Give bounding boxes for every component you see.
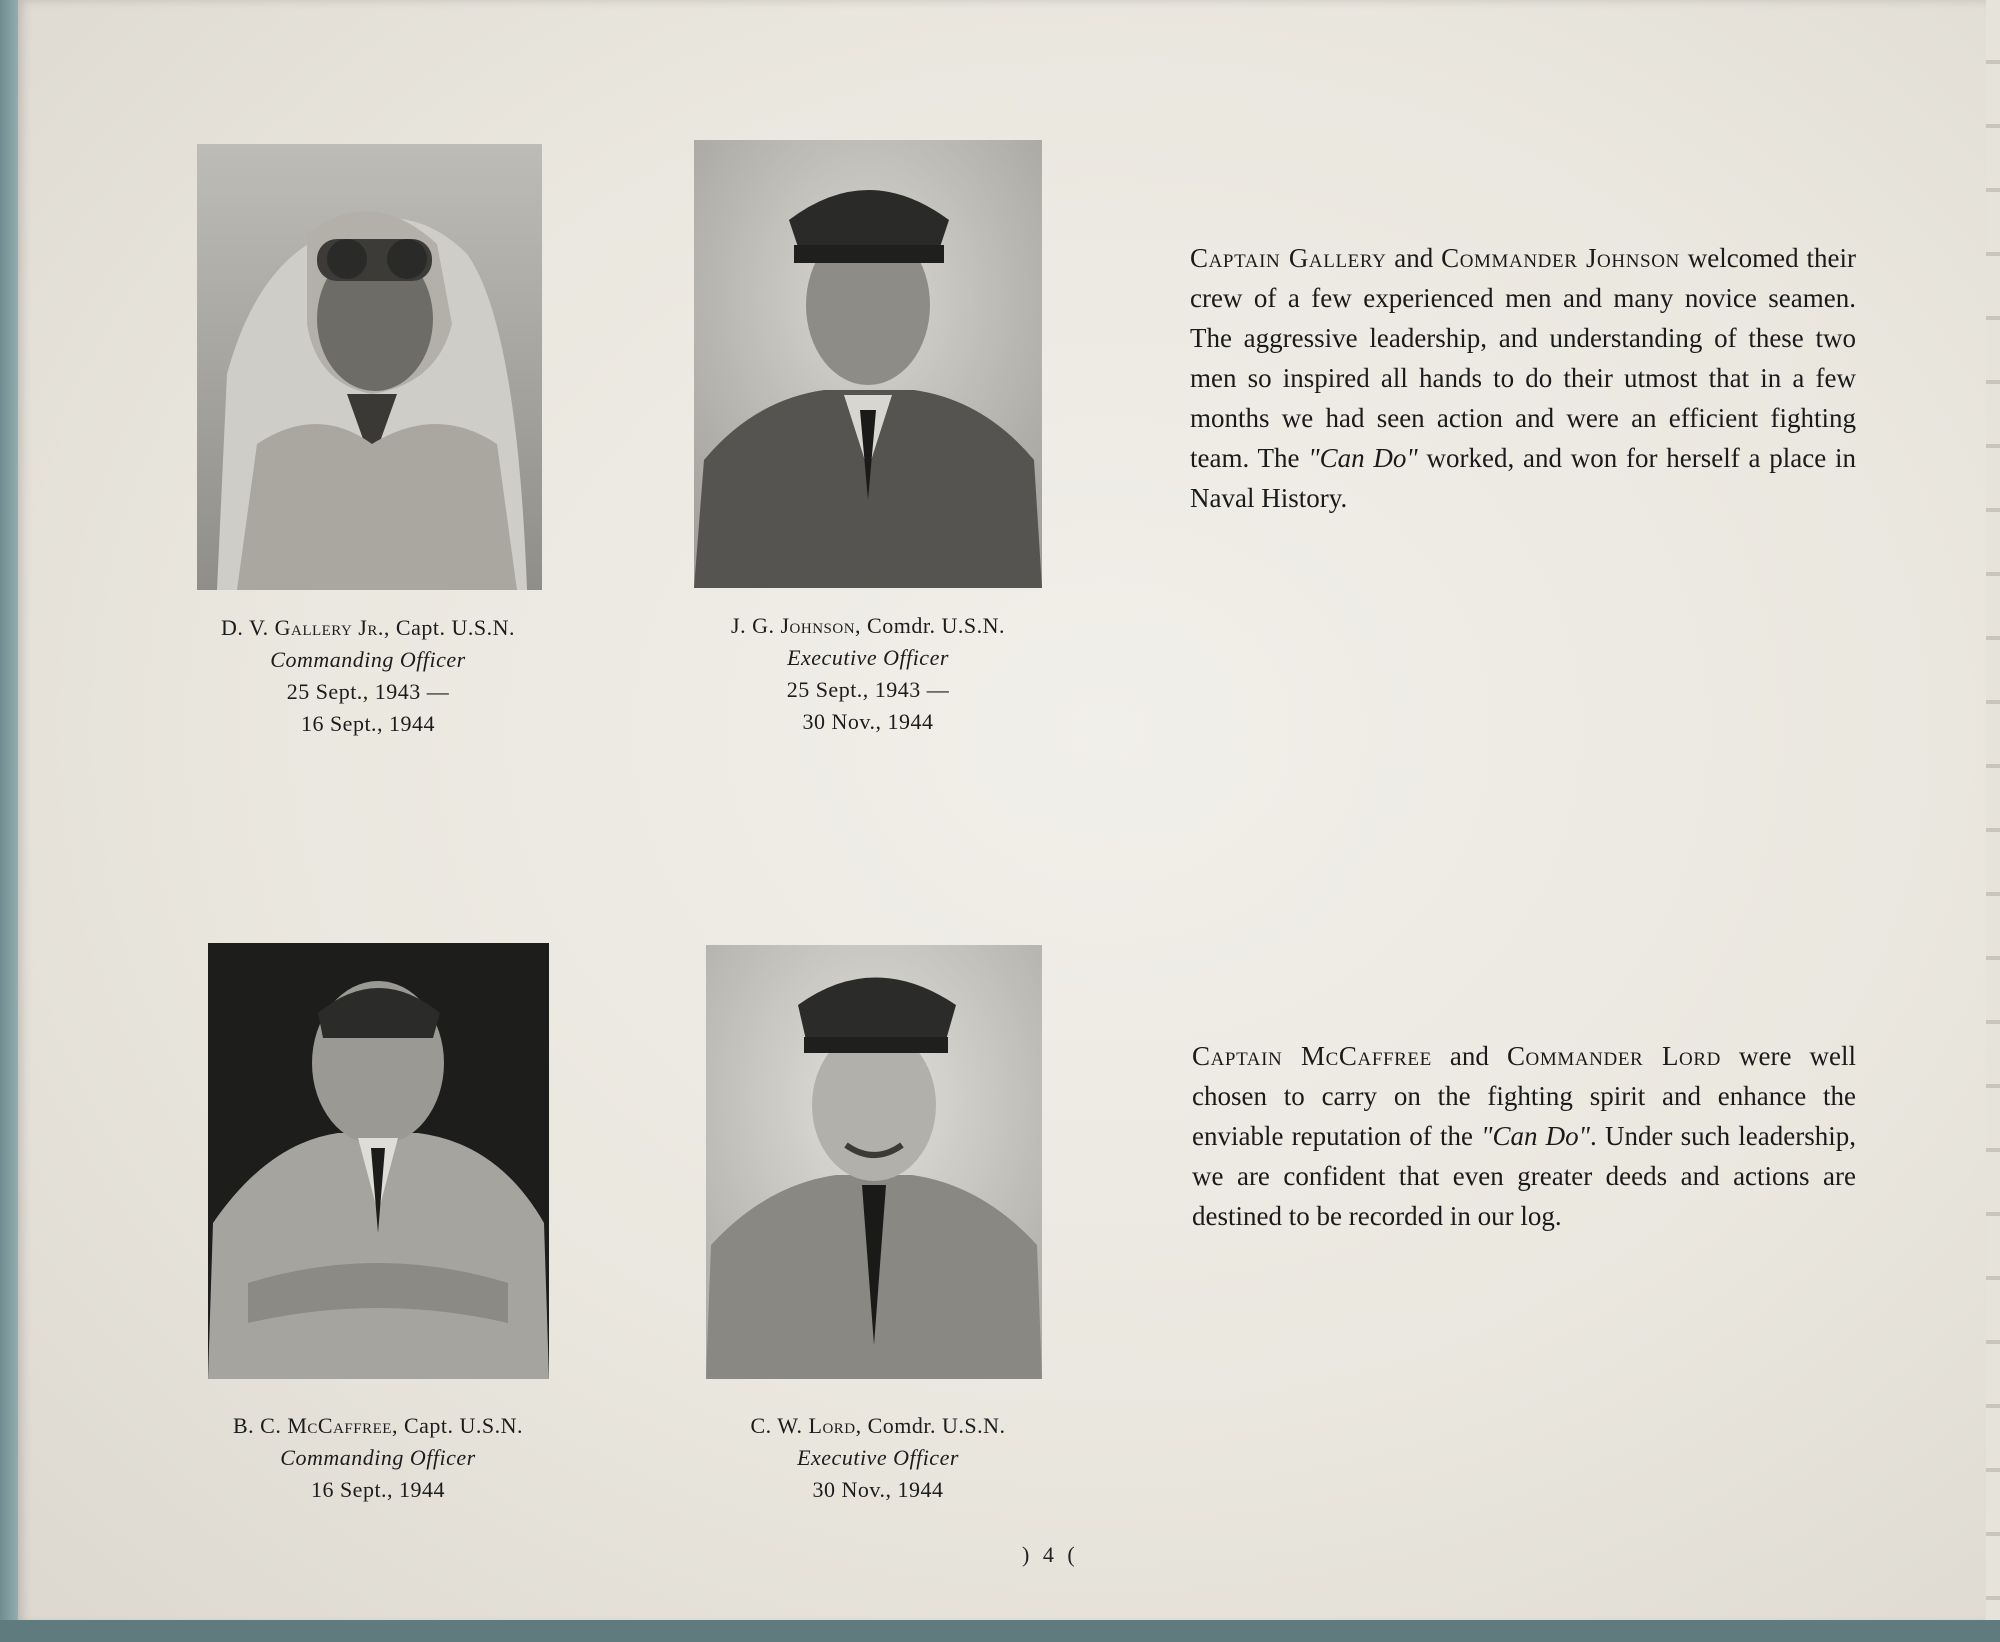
page-number: ) 4 (: [1022, 1542, 1079, 1567]
caption-date: 30 Nov., 1944: [812, 1477, 944, 1502]
album-page: [18, 0, 2000, 1625]
caption-gallery: [178, 612, 558, 740]
caption-name: D. V. Gallery Jr., Capt. U.S.N.: [221, 615, 515, 640]
photo-lord: [706, 945, 1042, 1379]
bottom-edge: [0, 1620, 2000, 1642]
caption-name: J. G. Johnson, Comdr. U.S.N.: [731, 613, 1005, 638]
caption-title: Executive Officer: [787, 645, 949, 670]
blurb-mccaffree-lord: Captain McCaffree and Commander Lord were well chosen to carry on the fighting spirit and enhance the enviable reputation of the "Can Do". Under such leadership, we are confident that even greater deeds and actions are destined to be recorded in our log.: [1192, 1041, 1857, 1231]
caption-name: C. W. Lord, Comdr. U.S.N.: [750, 1413, 1006, 1438]
caption-date: 16 Sept., 1944: [300, 711, 436, 736]
photo-mccaffree: [208, 943, 549, 1379]
caption-title: Commanding Officer: [280, 1445, 476, 1470]
caption-name: B. C. McCaffree, Capt. U.S.N.: [232, 1413, 523, 1438]
caption-lord: [688, 1410, 1068, 1506]
blurb-gallery-johnson: Captain Gallery and Commander Johnson welcomed their crew of a few experienced men and many novice seamen. The aggressive leadership, and understanding of these two men so inspired all hands to do their utmost that in a few months we had seen action and were an efficient fighting team. The "Can Do" worked, and won for herself a place in Naval History.: [1190, 243, 1857, 513]
caption-date: 16 Sept., 1944: [310, 1477, 446, 1502]
caption-mccaffree: [188, 1410, 568, 1506]
caption-date: 25 Sept., 1943 —: [286, 679, 450, 704]
photo-gallery: [197, 144, 542, 590]
caption-title: Executive Officer: [797, 1445, 959, 1470]
caption-date: 25 Sept., 1943 —: [786, 677, 950, 702]
caption-johnson: [678, 610, 1058, 738]
photo-johnson: [694, 140, 1042, 588]
caption-title: Commanding Officer: [270, 647, 466, 672]
binding-edge: [1986, 0, 2000, 1625]
caption-date: 30 Nov., 1944: [802, 709, 934, 734]
